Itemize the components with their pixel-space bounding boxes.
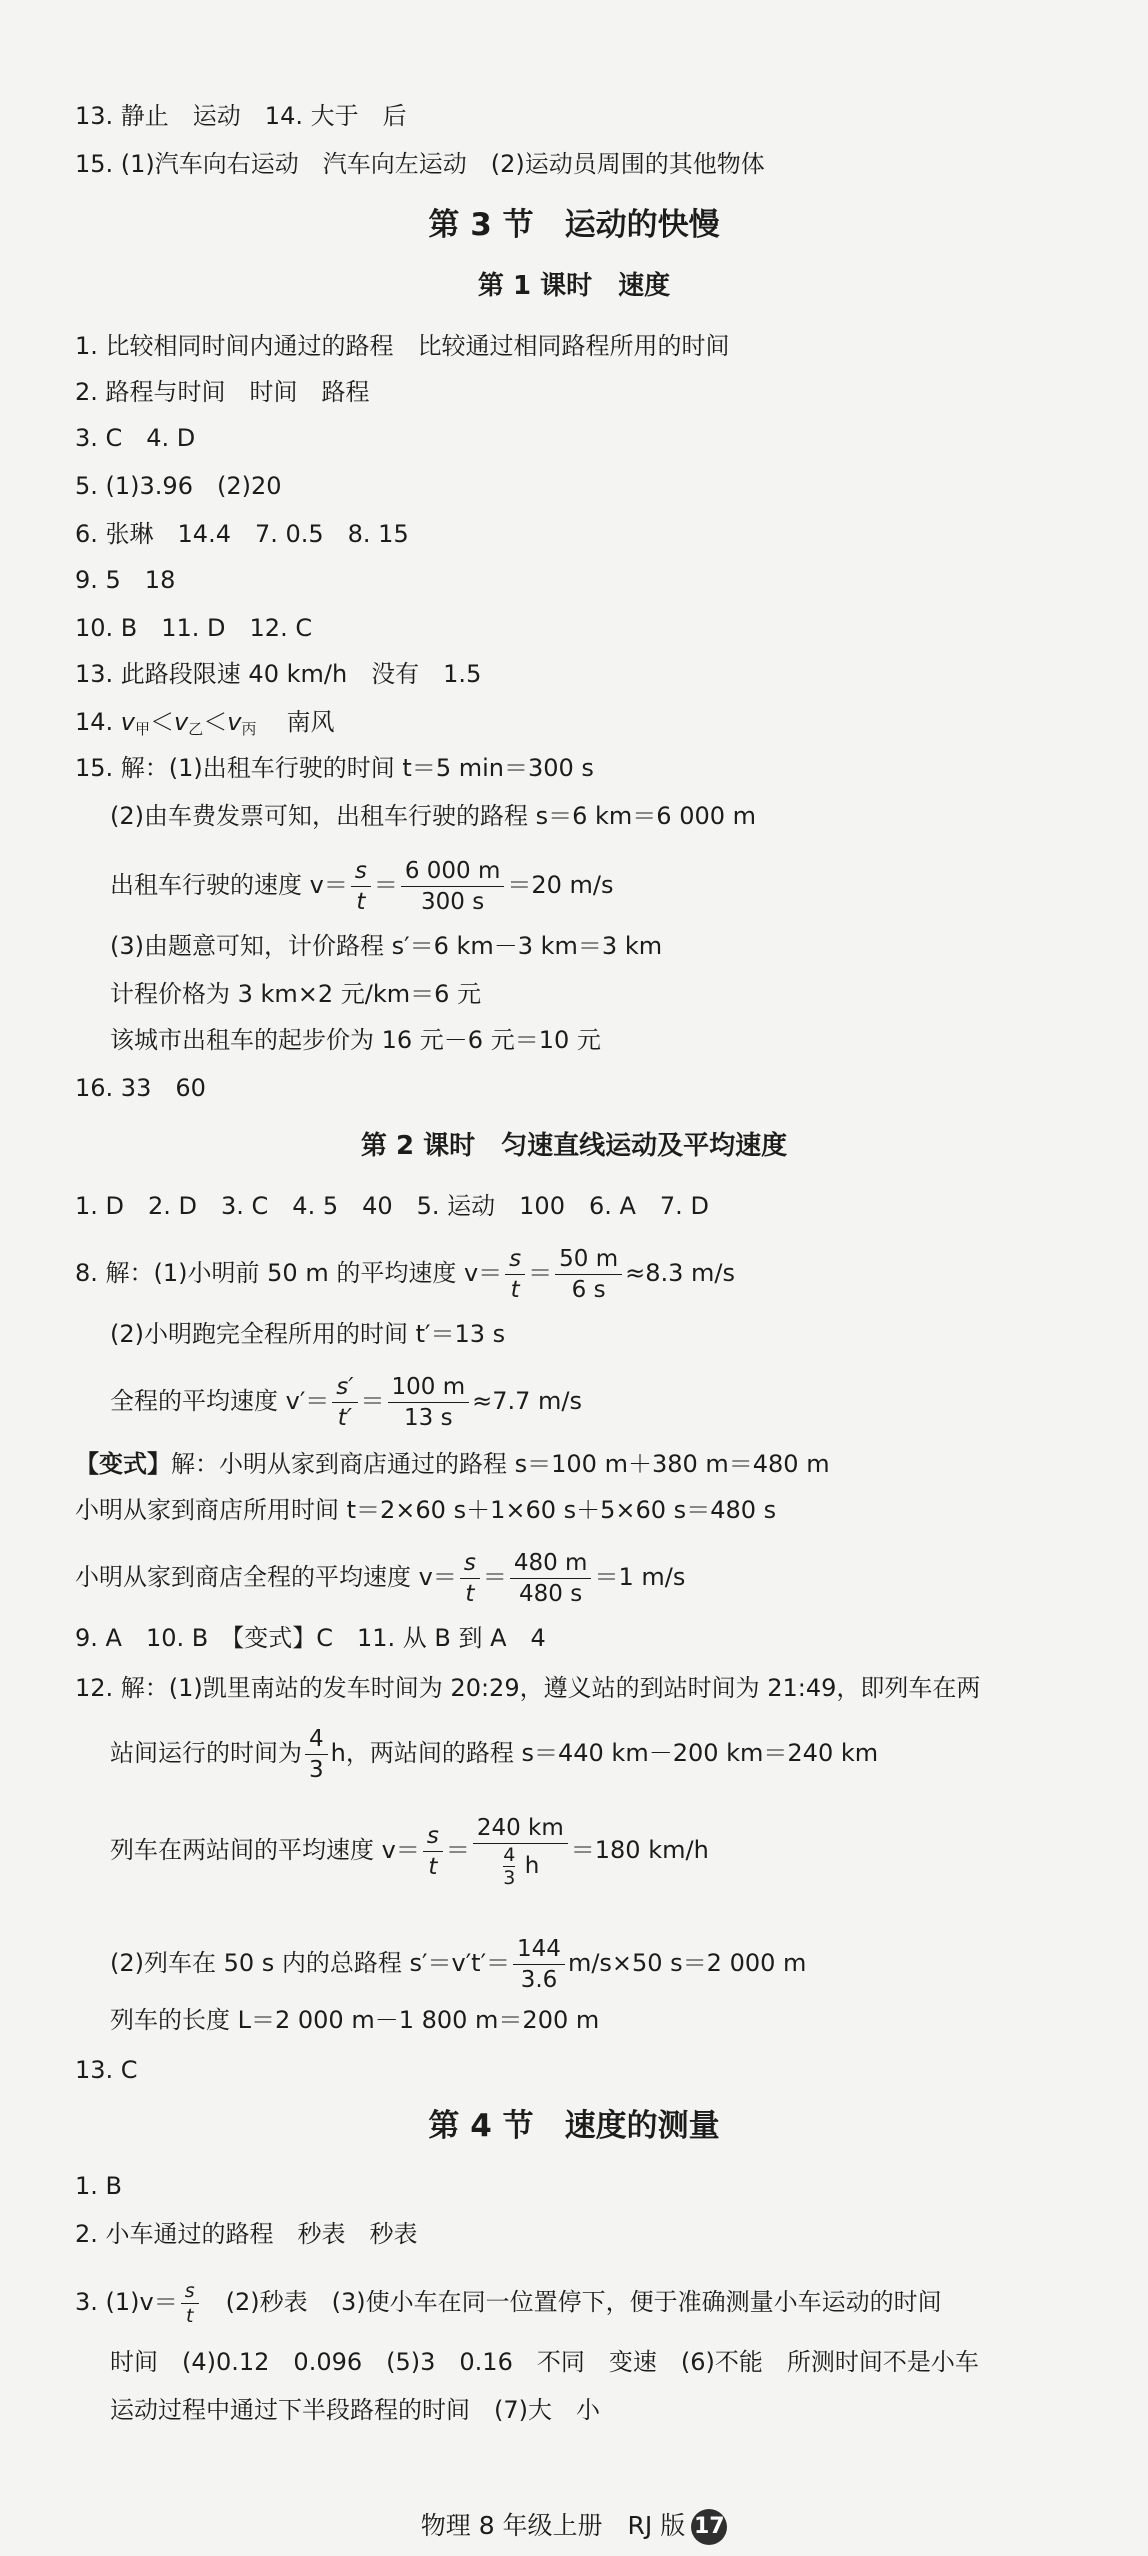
formula-line: 全程的平均速度 v′＝ $\frac{s'}{t'}$ ＝ $\frac{100 m}{13 s}$ ≈7.7 m/s (110, 1373, 582, 1431)
answer-line: 15. 解：(1)出租车行驶的时间 t＝5 min＝300 s (75, 754, 594, 782)
answer-line: 2. 小车通过的路程 秒表 秒表 (75, 2220, 418, 2248)
answer-line: 计程价格为 3 km×2 元/km＝6 元 (110, 980, 482, 1008)
answer-line: 6. 张琳 14.4 7. 0.5 8. 15 (75, 520, 409, 548)
answer-line: (2)由车费发票可知，出租车行驶的路程 s＝6 km＝6 000 m (110, 802, 757, 830)
answer-line: 列车的长度 L＝2 000 m－1 800 m＝200 m (110, 2006, 600, 2034)
answer-line: 16. 33 60 (75, 1074, 206, 1102)
page-footer (0, 2506, 1148, 2545)
page-number-badge: 17 (691, 2509, 727, 2545)
answer-line: 1. 比较相同时间内通过的路程 比较通过相同路程所用的时间 (75, 332, 730, 360)
answer-line: 15. (1)汽车向右运动 汽车向左运动 (2)运动员周围的其他物体 (75, 150, 765, 178)
answer-line: 13. 此路段限速 40 km/h 没有 1.5 (75, 660, 482, 688)
lesson-title: 第 2 课时 匀速直线运动及平均速度 (360, 1131, 788, 1161)
lesson-title: 第 1 课时 速度 (477, 271, 671, 301)
formula-line: 列车在两站间的平均速度 v＝ $\frac{s}{t}$ ＝ 240 km $\frac{4}{3}$ h ＝180 km/h (110, 1815, 709, 1889)
answer-line: 10. B 11. D 12. C (75, 614, 313, 642)
formula-line: 出租车行驶的速度 v＝ $\frac{s}{t}$ ＝ $\frac{6 000 m}{300 s}$ ＝20 m/s (110, 857, 614, 915)
answer-line: 时间 (4)0.12 0.096 (5)3 0.16 不同 变速 (6)不能 所测时间不是小车 (110, 2348, 979, 2376)
answer-line: 13. 静止 运动 14. 大于 后 (75, 102, 407, 130)
formula-line: (2)列车在 50 s 内的总路程 s′＝v′t′＝ $\frac{144}{3.6}$ m/s×50 s＝2 000 m (110, 1935, 807, 1993)
answer-line: 9. 5 18 (75, 566, 176, 594)
answer-line: 12. 解：(1)凯里南站的发车时间为 20:29，遵义站的到站时间为 21:49，即列车在两 (75, 1674, 981, 1702)
answer-line: (2)小明跑完全程所用的时间 t′＝13 s (110, 1320, 506, 1348)
answer-line: 1. B (75, 2172, 122, 2200)
formula-line: 3. (1)v＝ $\frac{s}{t}$ (2)秒表 (3)使小车在同一位置停下，便于准确测量小车运动的时间 (75, 2279, 942, 2327)
formula-line: 站间运行的时间为 $\frac{4}{3}$ h，两站间的路程 s＝440 km－200 km＝240 km (110, 1725, 879, 1783)
answer-line: 14. $v_甲<v_乙<v_丙$ 南风 (75, 708, 335, 738)
answer-line: 1. D 2. D 3. C 4. 5 40 5. 运动 100 6. A 7. D (75, 1192, 709, 1220)
section-title: 第 3 节 运动的快慢 (428, 207, 720, 243)
formula-line: 8. 解：(1)小明前 50 m 的平均速度 v＝ $\frac{s}{t}$ ＝ $\frac{50 m}{6 s}$ ≈8.3 m/s (75, 1245, 736, 1303)
answer-line: 【变式】解：小明从家到商店通过的路程 s＝100 m＋380 m＝480 m (75, 1450, 830, 1478)
answer-line: 小明从家到商店所用时间 t＝2×60 s＋1×60 s＋5×60 s＝480 s (75, 1496, 777, 1524)
footer-text: 物理 8 年级上册 RJ 版 (420, 2511, 686, 2540)
answer-line: 5. (1)3.96 (2)20 (75, 472, 282, 500)
answer-line: 3. C 4. D (75, 424, 196, 452)
section-title: 第 4 节 速度的测量 (428, 2108, 720, 2144)
answer-line: 9. A 10. B 【变式】C 11. 从 B 到 A 4 (75, 1624, 546, 1652)
answer-line: 13. C (75, 2056, 138, 2084)
formula-line: 小明从家到商店全程的平均速度 v＝ $\frac{s}{t}$ ＝ $\frac{480 m}{480 s}$ ＝1 m/s (75, 1549, 686, 1607)
answer-line: 2. 路程与时间 时间 路程 (75, 378, 370, 406)
answer-line: 该城市出租车的起步价为 16 元－6 元＝10 元 (110, 1026, 601, 1054)
answer-line: 运动过程中通过下半段路程的时间 (7)大 小 (110, 2396, 600, 2424)
answer-line: (3)由题意可知，计价路程 s′＝6 km－3 km＝3 km (110, 932, 663, 960)
